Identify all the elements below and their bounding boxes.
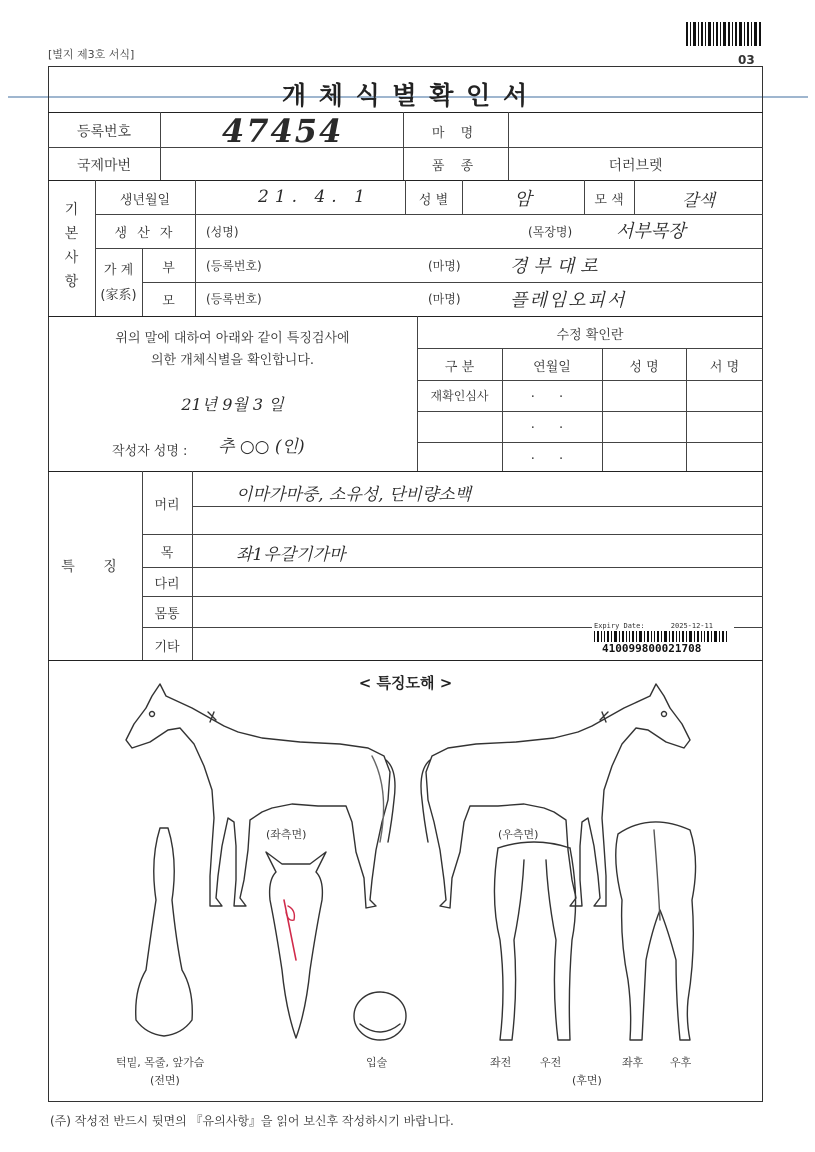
farm-label: (목장명) xyxy=(528,225,573,239)
rear-view-icon xyxy=(616,822,696,1040)
expiry-value: 2025-12-11 xyxy=(670,622,713,630)
left-side-horse-icon xyxy=(126,684,395,908)
birth-label: 생년월일 xyxy=(119,193,171,208)
lips-label: 입술 xyxy=(366,1056,388,1069)
confirm-statement: 위의 말에 대하여 아래와 같이 특징검사에 의한 개체식별을 확인합니다. xyxy=(115,331,350,368)
right-side-horse-icon xyxy=(421,684,690,908)
front-legs-view-icon xyxy=(494,842,575,1040)
sticker-code: 410099800021708 xyxy=(602,642,702,655)
front-neck-view-icon xyxy=(136,828,193,1036)
dam-name-value[interactable]: 플레임오피서 xyxy=(510,290,627,311)
birth-value[interactable]: 21. 4. 1 xyxy=(258,187,371,207)
feature-body-label: 몸통 xyxy=(154,607,180,622)
dam-name-label: (마명) xyxy=(428,292,461,306)
color-value[interactable]: 갈색 xyxy=(682,191,715,211)
farm-value[interactable]: 서부목장 xyxy=(616,221,686,242)
family-label: 가 계 (家系) xyxy=(100,263,137,303)
head-front-view-icon xyxy=(266,852,326,1038)
feature-head-label: 머리 xyxy=(154,498,180,513)
left-hind-label: 좌후 xyxy=(622,1056,644,1069)
feature-neck-label: 목 xyxy=(160,546,174,561)
left-front-label: 좌전 xyxy=(490,1056,512,1069)
revision-col-sign: 서 명 xyxy=(709,360,740,375)
right-front-label: 우전 xyxy=(540,1056,562,1069)
expiry-label: Expiry Date: xyxy=(594,622,645,630)
feature-legs-label: 다리 xyxy=(154,577,180,592)
feature-neck-value[interactable]: 좌1우갈기가마 xyxy=(236,545,346,565)
author-label: 작성자 성명 : xyxy=(112,444,188,459)
dam-reg-label: (등록번호) xyxy=(206,292,262,306)
sire-name-value[interactable]: 경부대로 xyxy=(510,256,604,277)
revision-col-date: 연월일 xyxy=(533,360,571,375)
reg-no-value[interactable]: 47454 xyxy=(222,112,344,150)
footer-note: (주) 작성전 반드시 뒷면의 『유의사항』을 읽어 보신후 작성하시기 바랍니다. xyxy=(50,1114,454,1128)
front-label: (전면) xyxy=(150,1074,180,1087)
sex-value[interactable]: 암 xyxy=(514,189,532,210)
front-caption: 턱밑, 목줄, 앞가슴 xyxy=(116,1056,205,1069)
left-side-label: (좌측면) xyxy=(266,828,307,841)
intl-no-label: 국제마번 xyxy=(76,158,132,174)
features-section-label: 특 징 xyxy=(61,559,129,575)
basic-section-label: 기 본 사 항 xyxy=(64,202,79,290)
revision-row2-date[interactable]: . . xyxy=(530,417,574,432)
rear-label: (후면) xyxy=(572,1074,602,1087)
document-title: 개 체 식 별 확 인 서 xyxy=(281,81,530,110)
revision-title: 수정 확인란 xyxy=(556,328,624,343)
revision-row1-date[interactable]: . . xyxy=(530,386,574,401)
revision-col-division: 구 분 xyxy=(444,360,475,375)
right-hind-label: 우후 xyxy=(670,1056,692,1069)
sire-name-label: (마명) xyxy=(428,259,461,273)
revision-row1-label: 재확인심사 xyxy=(430,389,489,403)
form-number: [별지 제3호 서식] xyxy=(48,48,135,61)
feature-head-value[interactable]: 이마가마중, 소유성, 단비량소백 xyxy=(236,485,472,505)
producer-label: 생 산 자 xyxy=(114,226,176,241)
sex-label: 성 별 xyxy=(418,193,449,208)
author-signature[interactable]: 추 ○○ (인) xyxy=(218,437,305,457)
page-code: 03 xyxy=(738,53,755,67)
breed-label: 품 종 xyxy=(431,159,480,174)
producer-name-label: (성명) xyxy=(206,225,239,239)
lips-view-icon xyxy=(354,992,406,1040)
sire-label: 부 xyxy=(162,261,175,276)
color-label: 모 색 xyxy=(594,193,624,208)
feature-other-label: 기타 xyxy=(154,640,180,655)
sire-reg-label: (등록번호) xyxy=(206,259,262,273)
dam-label: 모 xyxy=(162,294,175,309)
revision-row3-date[interactable]: . . xyxy=(530,448,574,463)
reg-no-label: 등록번호 xyxy=(76,124,132,140)
revision-col-name: 성 명 xyxy=(629,360,659,375)
breed-value[interactable]: 더러브렛 xyxy=(608,158,663,174)
horse-name-label: 마 명 xyxy=(431,126,480,141)
diagram-title: < 특징도해 > xyxy=(358,674,453,692)
right-side-label: (우측면) xyxy=(498,828,539,841)
confirm-date[interactable]: 21년 9월 3 일 xyxy=(181,395,284,414)
